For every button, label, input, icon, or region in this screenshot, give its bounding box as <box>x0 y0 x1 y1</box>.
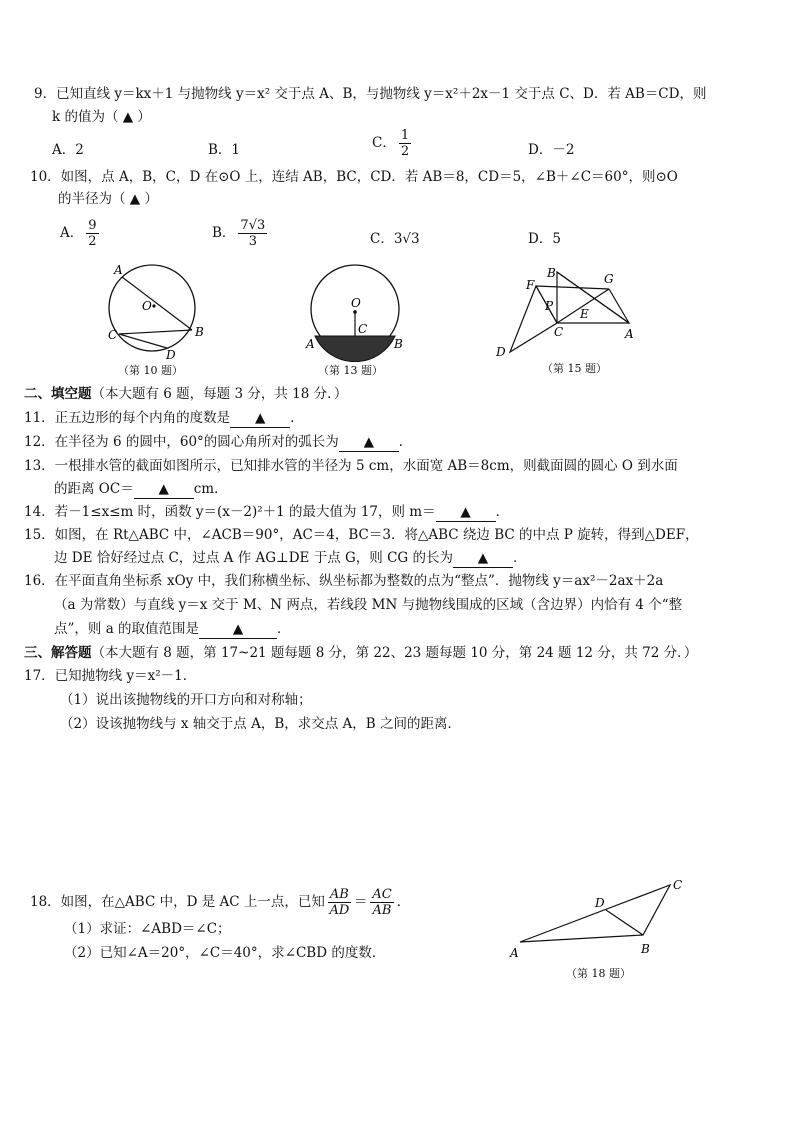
q18-fraction-2 <box>370 887 393 918</box>
fig15-label-e: E <box>580 307 589 321</box>
fig10-label-o: O <box>142 299 152 313</box>
q18-part1: （1）求证：∠ABD＝∠C； <box>64 921 231 937</box>
q12 <box>24 433 412 452</box>
q11 <box>24 409 304 428</box>
fig13-label-c: C <box>358 322 368 336</box>
fig18-caption: （第 18 题） <box>566 967 631 980</box>
fig10-label-a: A <box>114 263 123 277</box>
fig15-label-g: G <box>604 272 614 286</box>
q17-stem: 17．已知抛物线 y＝x²－1． <box>24 668 197 684</box>
q12-tail: ． <box>398 434 413 450</box>
section2-desc: （本大题有 6 题，每题 3 分，共 18 分．） <box>91 386 348 402</box>
fig15-segment-ga <box>609 289 629 323</box>
q18-stem-text: 18．如图，在△ABC 中，D 是 AC 上一点，已知 <box>30 894 325 910</box>
fig18-label-a: A <box>510 946 519 960</box>
q15-answer-blank: ▲ <box>453 549 513 568</box>
q16-line1: 16．在平面直角坐标系 xOy 中，我们称横坐标、纵坐标都为整数的点为“整点”．抛物线 y＝ax²－2ax＋2a <box>24 573 664 589</box>
fig15-triangle-def-part <box>510 286 557 352</box>
fig15-label-a: A <box>625 327 634 341</box>
q10-option-b-fraction <box>238 218 267 249</box>
q10-option-b <box>212 218 270 249</box>
fig10-caption: （第 10 题） <box>118 364 183 377</box>
q10-line2: 的半径为（ ▲ ） <box>58 191 158 207</box>
section2-heading: 二、填空题 <box>24 386 92 402</box>
q13-answer-blank: ▲ <box>134 480 194 499</box>
fig10-label-d: D <box>166 348 176 362</box>
q13-line1: 13．一根排水管的截面如图所示，已知排水管的半径为 5 cm，水面宽 AB＝8cm，则截面圆的圆心 O 到水面 <box>24 458 678 474</box>
q10-option-d: D．5 <box>528 231 561 247</box>
fig10-chord-cd <box>119 334 167 348</box>
fig13-center-dot <box>353 310 357 314</box>
q16-line3 <box>54 620 291 639</box>
q14 <box>24 503 509 522</box>
figure-10 <box>100 262 210 362</box>
q14-tail: ． <box>495 504 510 520</box>
q18-part2: （2）已知∠A＝20°，∠C＝40°，求∠CBD 的度数． <box>64 945 386 961</box>
q10-option-b-label: B． <box>212 225 236 241</box>
q18-fraction-1 <box>328 887 351 918</box>
fig10-chord-ab <box>122 277 192 330</box>
fraction-denominator: 3 <box>248 234 257 249</box>
q9-line2: k 的值为（ ▲ ） <box>52 109 151 125</box>
fig18-label-b: B <box>641 942 650 956</box>
fraction-numerator: 1 <box>400 128 410 143</box>
fig15-label-d: D <box>496 345 506 359</box>
q10-option-a-fraction <box>86 218 98 249</box>
q9-option-d: D．－2 <box>528 142 575 158</box>
fig13-water-region <box>315 336 395 362</box>
q13-tail: cm． <box>193 481 228 497</box>
q13-text: 的距离 OC＝ <box>54 481 134 497</box>
fig13-label-b: B <box>394 337 403 351</box>
q9-option-c-label: C． <box>372 135 396 151</box>
q10-option-a-label: A． <box>60 225 84 241</box>
fig10-label-b: B <box>195 325 204 339</box>
fraction-denominator: AB <box>372 903 392 918</box>
q10-option-a <box>60 218 102 249</box>
q10-line1: 10．如图，点 A，B，C，D 在⊙O 上，连结 AB，BC，CD．若 AB＝8，CD＝5，∠B＋∠C＝60°，则⊙O <box>30 169 678 185</box>
fraction-numerator: 9 <box>88 218 97 233</box>
q12-answer-blank: ▲ <box>339 433 399 452</box>
figure-18 <box>505 875 695 965</box>
q11-text: 11．正五边形的每个内角的度数是 <box>24 410 231 426</box>
fig18-label-d: D <box>595 896 605 910</box>
fraction-numerator: AC <box>372 887 392 902</box>
fig15-label-f: F <box>526 278 535 292</box>
fig10-center-dot <box>152 304 155 307</box>
q9-option-b: B．1 <box>208 142 241 158</box>
q17-part1: （1）说出该抛物线的开口方向和对称轴； <box>60 692 312 708</box>
q15-line2 <box>54 549 526 568</box>
fig13-caption: （第 13 题） <box>318 364 383 377</box>
fraction-denominator: 2 <box>400 144 410 159</box>
fraction-numerator: 7√3 <box>240 218 266 233</box>
q15-text: 边 DE 恰好经过点 C，过点 A 作 AG⊥DE 于点 G，则 CG 的长为 <box>54 550 453 566</box>
fig18-label-c: C <box>673 878 683 892</box>
fig15-segment-fg <box>536 286 609 289</box>
q14-answer-blank: ▲ <box>436 503 496 522</box>
q16-text: 点”，则 a 的取值范围是 <box>54 621 200 637</box>
fraction-denominator: AD <box>329 903 350 918</box>
fig18-segment-bd <box>606 910 643 935</box>
q18-stem <box>30 885 410 919</box>
q9-option-c <box>372 128 414 159</box>
section3-title <box>24 644 697 662</box>
section3-desc: （本大题有 8 题，第 17~21 题每题 8 分，第 22、23 题每题 10 分，第 24 题 12 分，共 72 分．） <box>91 645 698 661</box>
q16-line2: （a 为常数）与直线 y＝x 交于 M、N 两点，若线段 MN 与抛物线围成的区域（含边界）内恰有 4 个“整 <box>54 597 683 613</box>
figure-15 <box>490 262 640 362</box>
q13-line2 <box>54 480 228 499</box>
figure-13 <box>300 262 410 362</box>
fig15-label-b: B <box>547 266 556 280</box>
q11-answer-blank: ▲ <box>230 409 290 428</box>
q18-tail: ． <box>396 894 411 910</box>
fig13-label-o: O <box>351 296 361 310</box>
q14-text: 14．若－1≤x≤m 时，函数 y＝(x－2)²＋1 的最大值为 17，则 m＝ <box>24 504 436 520</box>
section3-heading: 三、解答题 <box>24 645 92 661</box>
q16-tail: ． <box>277 621 291 637</box>
fig15-caption: （第 15 题） <box>542 362 607 375</box>
q15-tail: ． <box>512 550 527 566</box>
fig15-label-p: P <box>545 299 554 313</box>
q9-option-a: A．2 <box>52 142 84 158</box>
fraction-numerator: AB <box>329 887 349 902</box>
q16-answer-blank: ▲ <box>199 620 277 639</box>
section2-title <box>24 385 347 403</box>
q9-line1: 9．已知直线 y＝kx＋1 与抛物线 y＝x² 交于点 A、B，与抛物线 y＝x²＋2x－1 交于点 C、D．若 AB＝CD，则 <box>34 86 707 102</box>
fig10-circle <box>109 265 195 351</box>
q10-option-c: C．3√3 <box>370 231 420 247</box>
q11-tail: ． <box>290 410 304 426</box>
fig15-label-c: C <box>554 325 564 339</box>
fig13-label-a: A <box>306 337 315 351</box>
q9-option-c-fraction <box>399 128 411 159</box>
q12-text: 12．在半径为 6 的圆中，60°的圆心角所对的弧长为 <box>24 434 339 450</box>
q15-line1: 15．如图，在 Rt△ABC 中，∠ACB＝90°，AC＝4，BC＝3．将△ABC 绕边 BC 的中点 P 旋转，得到△DEF， <box>24 527 699 543</box>
q17-part2: （2）设该抛物线与 x 轴交于点 A，B，求交点 A，B 之间的距离． <box>60 716 461 732</box>
q18-equals: ＝ <box>353 894 368 910</box>
fig18-triangle-abc <box>520 885 670 942</box>
fig10-chord-bc <box>119 330 192 334</box>
fig10-label-c: C <box>108 328 118 342</box>
fraction-denominator: 2 <box>88 234 97 249</box>
